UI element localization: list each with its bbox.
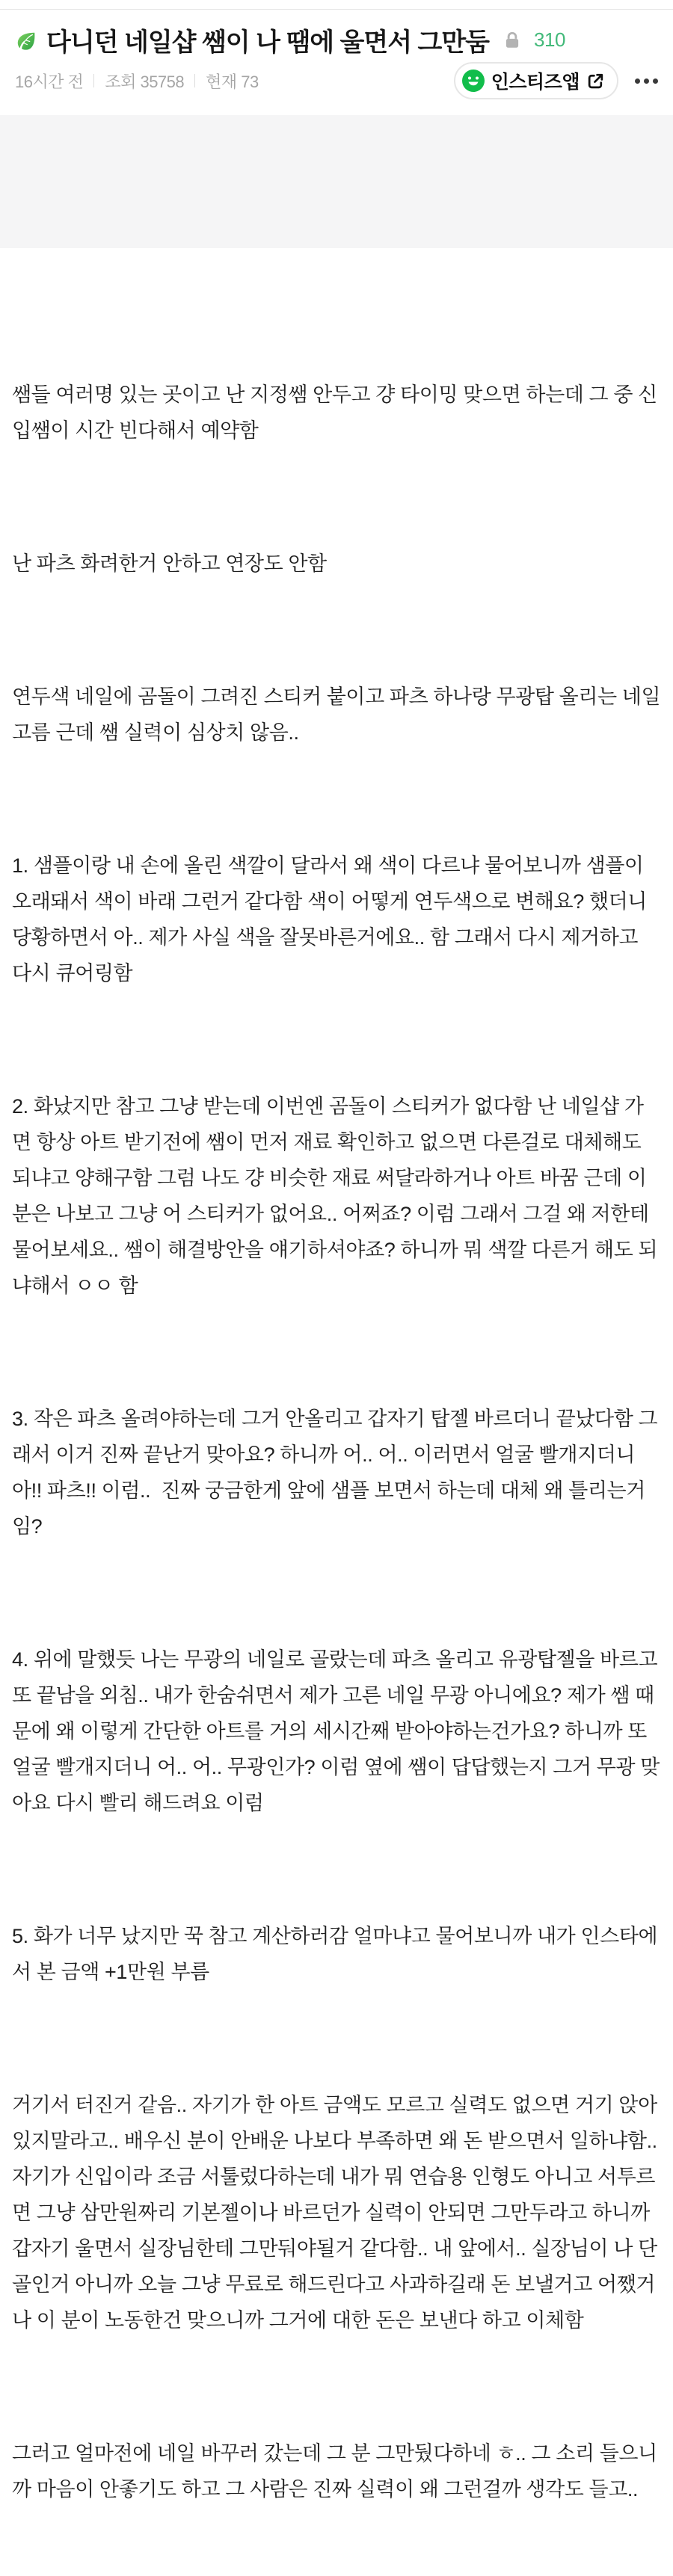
- post-time: 16시간 전: [15, 72, 84, 91]
- leaf-icon: [15, 29, 37, 52]
- more-options-button[interactable]: [633, 73, 660, 90]
- more-dot: [635, 78, 640, 84]
- more-dot: [644, 78, 649, 84]
- post-header: [0, 22, 673, 58]
- instiz-app-label: 인스티즈앱: [491, 72, 580, 93]
- current-viewers: 현재 73: [206, 72, 259, 91]
- ad-placeholder: [0, 115, 673, 248]
- instiz-app-button[interactable]: [454, 62, 618, 99]
- post-paragraph: 거기서 터진거 같음.. 자기가 한 아트 금액도 모르고 실력도 없으면 거기 앉아있지말라고.. 배우신 분이 안배운 나보다 부족하면 왜 돈 받으면서 일하냐함.. 자기가 신입이라 조금 서툴렀다하는데 내가 뭐 연습용 인형도 아니고 서투르면 그냥 삼만원짜리 기본젤이나 바르던가 실력이 안되면 그만두라고 하니까 갑자기 울면서 실장님한테 그만둬야될거 같다함.. 내 앞에서.. 실장님이 나 단골인거 아니까 오늘 그냥 무료로 해드린다고 사과하길래 돈 보낼거고 어쨌거나 이 분이 노동한건 맞으니까 그거에 대한 돈은 보낸다 하고 이체함: [12, 2094, 663, 2332]
- header-tools: [454, 62, 660, 99]
- post-paragraph: 1. 샘플이랑 내 손에 올린 색깔이 달라서 왜 색이 다르냐 물어보니까 샘플이 오래돼서 색이 바래 그런거 같다함 색이 어떻게 연두색으로 변해요? 했더니 당황하면서 아.. 제가 사실 색을 잘못바른거에요.. 함 그래서 다시 제거하고 다시 큐어링함: [12, 854, 653, 985]
- meta-divider: [194, 74, 195, 87]
- post-paragraph: 쌤들 여러명 있는 곳이고 난 지정쌤 안두고 걍 타이밍 맞으면 하는데 그 중 신입쌤이 시간 빈다해서 예약함: [12, 383, 657, 442]
- post-meta: [15, 70, 259, 93]
- meta-divider: [93, 74, 94, 87]
- info-row: [0, 64, 673, 97]
- comment-count[interactable]: 310: [534, 28, 565, 51]
- post-paragraph: 연두색 네일에 곰돌이 그려진 스티커 붙이고 파츠 하나랑 무광탑 올리는 네일 고름 근데 쌤 실력이 심상치 않음..: [12, 685, 666, 744]
- view-count: 조회 35758: [105, 72, 185, 91]
- post-paragraph: 그러고 얼마전에 네일 바꾸러 갔는데 그 분 그만뒀다하네 ㅎ.. 그 소리 들으니까 마음이 안좋기도 하고 그 사람은 진짜 실력이 왜 그런걸까 생각도 들고..: [12, 2442, 657, 2500]
- more-dot: [653, 78, 658, 84]
- post-paragraph: 2. 화났지만 참고 그냥 받는데 이번엔 곰돌이 스티커가 없다함 난 네일샵 가면 항상 아트 받기전에 쌤이 먼저 재료 확인하고 없으면 다른걸로 대체해도 되냐고 양해구함 그럼 나도 걍 비슷한 재료 써달라하거나 아트 바꿈 근데 이분은 나보고 그냥 어 스티커가 없어요.. 어쩌죠? 이럼 그래서 그걸 왜 저한테 물어보세요.. 쌤이 해결방안을 얘기하셔야죠? 하니까 뭐 색깔 다른거 해도 되냐해서 ㅇㅇ 함: [12, 1095, 658, 1297]
- post-body: [0, 248, 673, 2576]
- external-link-icon: [586, 72, 605, 90]
- lock-icon: [503, 31, 522, 50]
- top-divider: [0, 9, 673, 10]
- page-title: 다니던 네일샵 쌤이 나 땜에 울면서 그만둠: [46, 28, 490, 57]
- post-paragraph: 4. 위에 말했듯 나는 무광의 네일로 골랐는데 파츠 올리고 유광탑젤을 바르고 또 끝남을 외침.. 내가 한숨쉬면서 제가 고른 네일 무광 아니에요? 제가 쌤 때문에 왜 이렇게 간단한 아트를 거의 세시간째 받아야하는건가요? 하니까 또 얼굴 빨개지더니 어.. 어.. 무광인가? 이럼 옆에 쌤이 답답했는지 그거 무광 맞아요 다시 빨리 해드려요 이럼: [12, 1648, 663, 1814]
- post-paragraph: 5. 화가 너무 났지만 꾹 참고 계산하러감 얼마냐고 물어보니까 내가 인스타에서 본 금액 +1만원 부름: [12, 1925, 658, 1983]
- post-paragraph: 3. 작은 파츠 올려야하는데 그거 안올리고 갑자기 탑젤 바르더니 끝났다함 그래서 이거 진짜 끝난거 맞아요? 하니까 어.. 어.. 이러면서 얼굴 빨개지더니 아!! 파츠!! 이럼.. 진짜 궁금한게 앞에 샘플 보면서 하는데 대체 왜 틀리는거임?: [12, 1408, 658, 1538]
- smiley-icon: [462, 70, 485, 92]
- post-paragraph: 난 파츠 화려한거 안하고 연장도 안함: [12, 552, 327, 575]
